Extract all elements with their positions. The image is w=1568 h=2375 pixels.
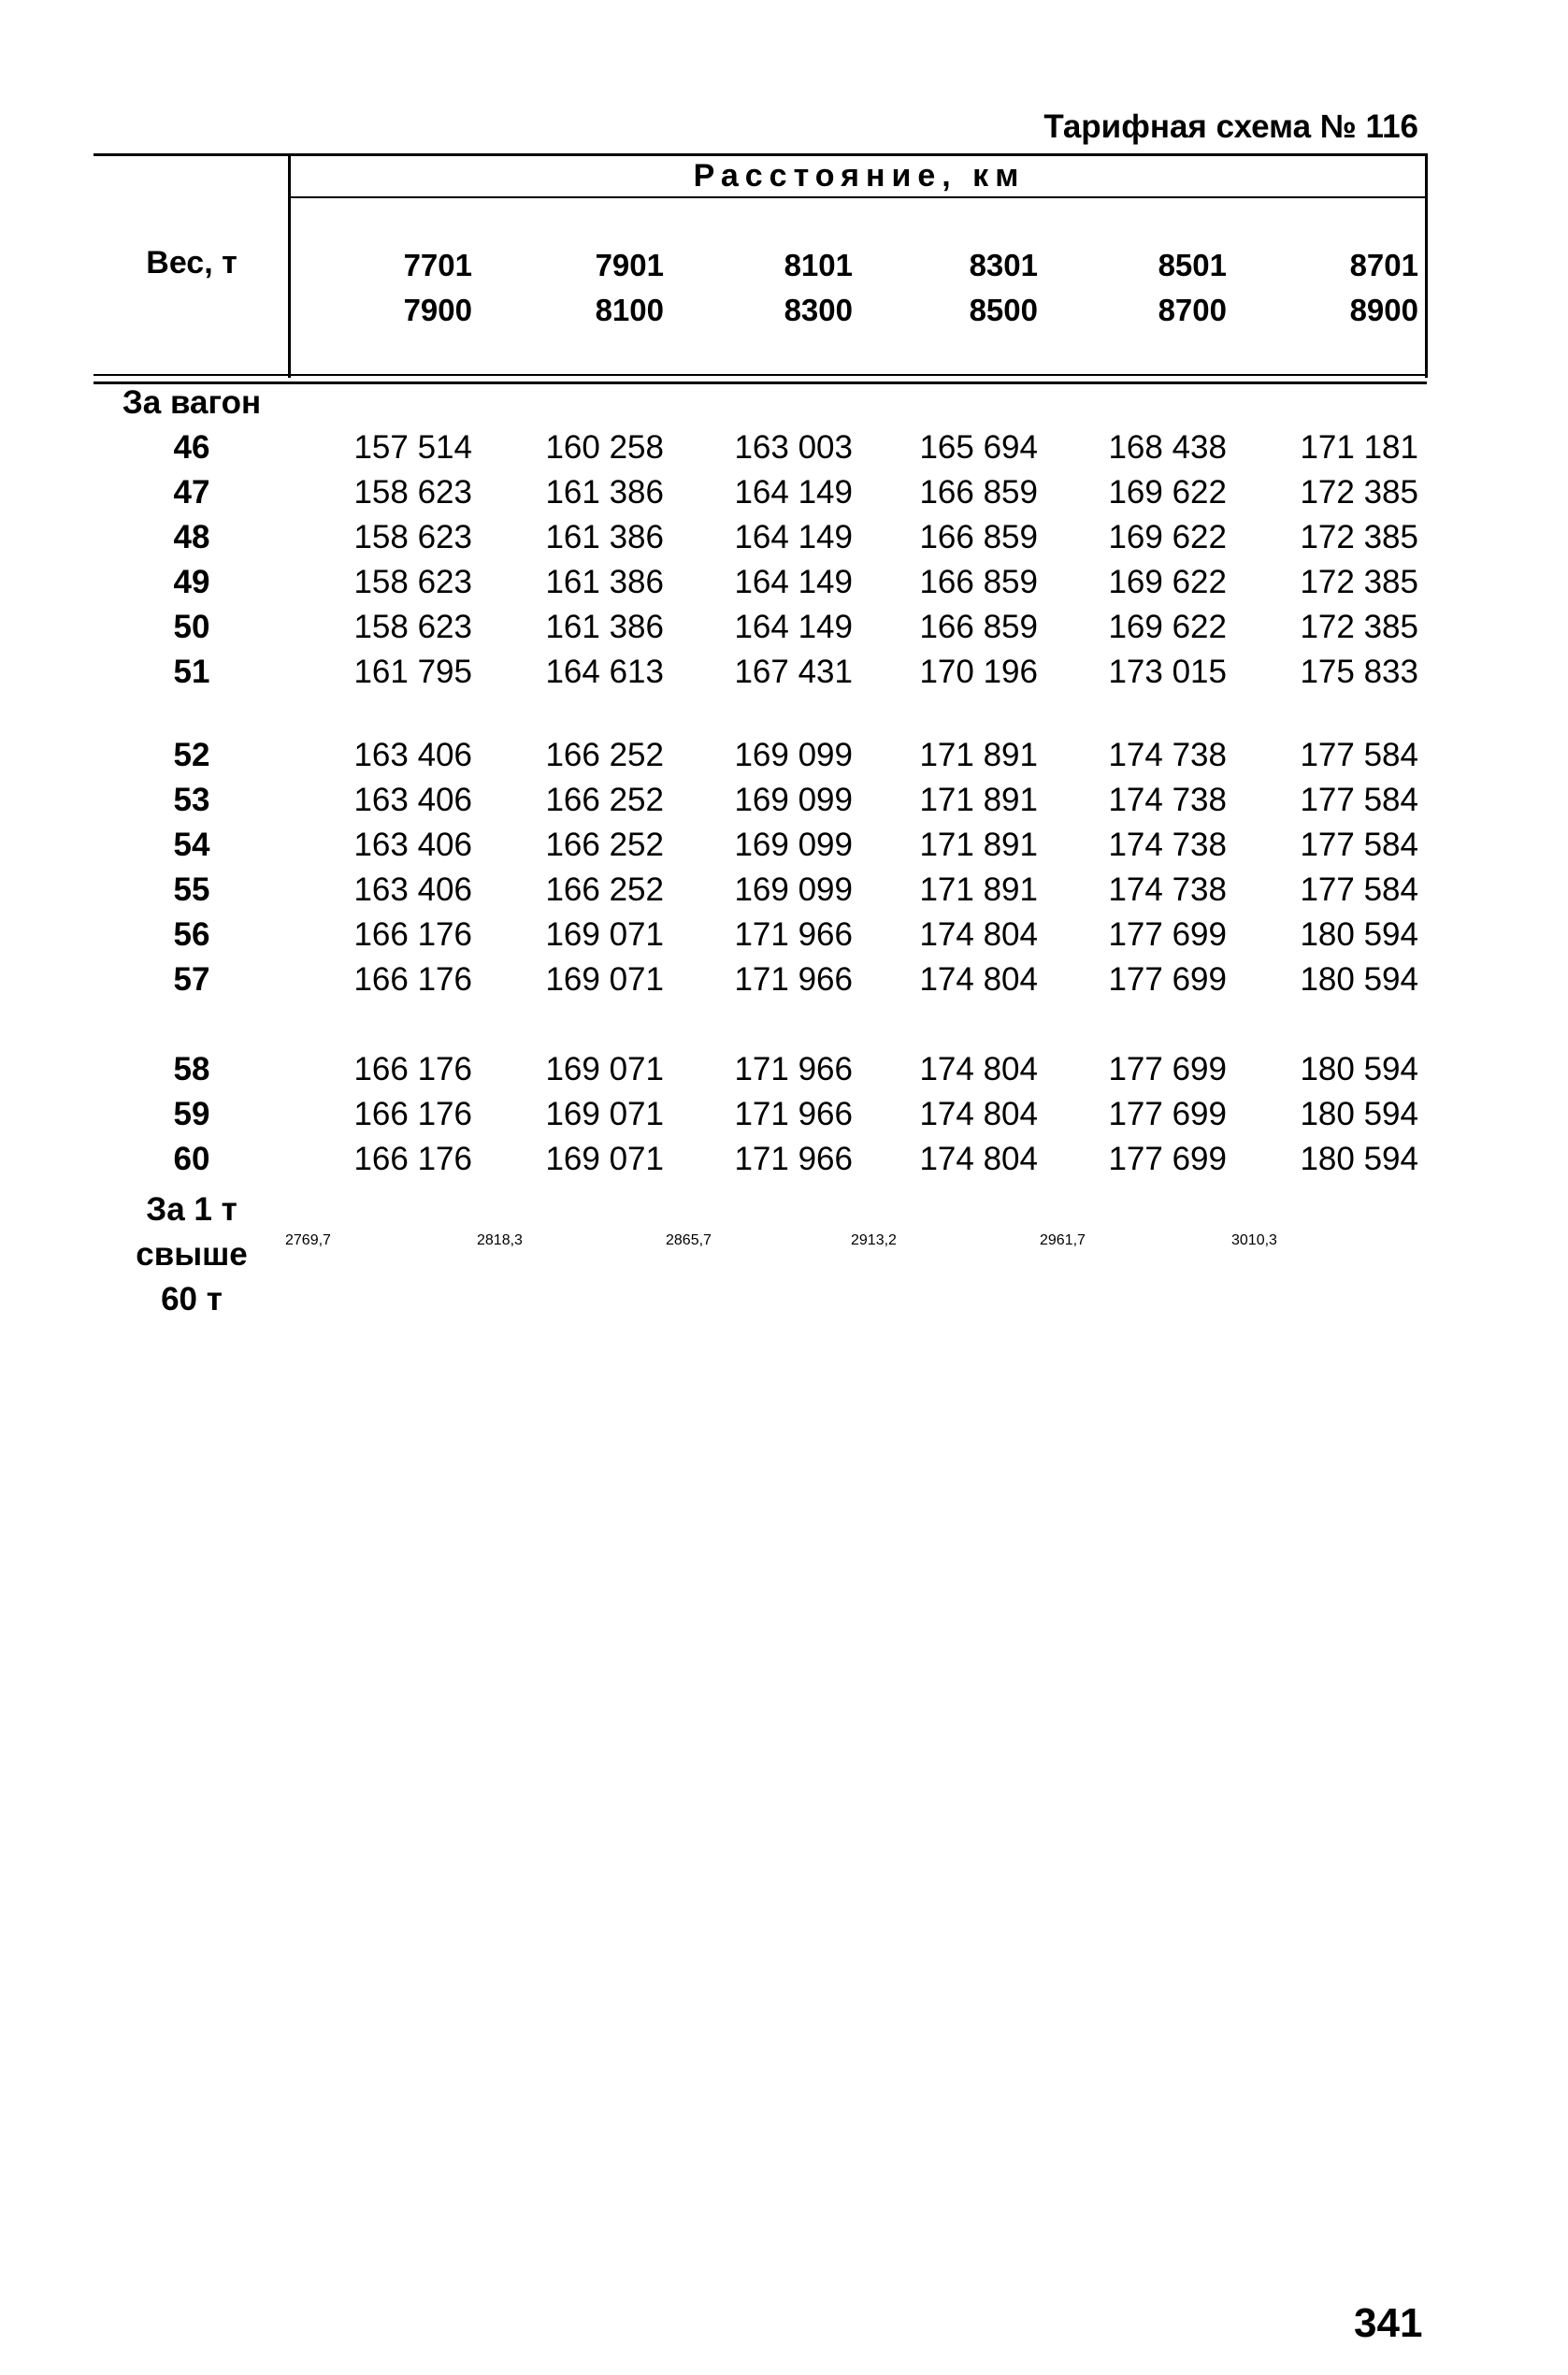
tariff-cell: 174 804 [919, 961, 1038, 998]
tariff-cell: 169 099 [734, 827, 853, 863]
tariff-cell: 174 804 [919, 1051, 1038, 1087]
tariff-cell: 174 804 [919, 1096, 1038, 1132]
per-ton-label-1: За 1 т [146, 1191, 237, 1228]
tariff-cell: 169 622 [1108, 519, 1227, 555]
distance-range-from: 8501 [1158, 248, 1227, 282]
tariff-cell: 158 623 [353, 564, 472, 600]
table-row [0, 425, 1568, 470]
distance-header: Расстояние, км [693, 158, 1026, 194]
tariff-cell: 166 252 [545, 871, 664, 908]
per-ton-cell: 2961,7 [1040, 1232, 1086, 1248]
weight-cell: 56 [173, 916, 210, 953]
weight-cell: 49 [173, 564, 210, 600]
table-row [0, 778, 1568, 823]
tariff-cell: 171 966 [734, 1051, 853, 1087]
table-row [0, 560, 1568, 605]
tariff-cell: 166 252 [545, 827, 664, 863]
tariff-cell: 177 699 [1108, 1051, 1227, 1087]
weight-cell: 51 [173, 654, 210, 690]
tariff-cell: 169 071 [545, 1096, 664, 1132]
tariff-cell: 158 623 [353, 609, 472, 645]
tariff-cell: 170 196 [919, 654, 1038, 690]
tariff-cell: 157 514 [353, 429, 472, 466]
header-bottom-rule-2 [94, 381, 1427, 384]
tariff-cell: 158 623 [353, 519, 472, 555]
tariff-cell: 164 149 [734, 564, 853, 600]
tariff-cell: 161 386 [545, 519, 664, 555]
distance-range-to: 8300 [784, 293, 853, 327]
tariff-cell: 171 966 [734, 1096, 853, 1132]
table-row [0, 470, 1568, 515]
weight-cell: 57 [173, 961, 210, 998]
tariff-cell: 166 859 [919, 564, 1038, 600]
per-ton-cell: 2913,2 [851, 1232, 897, 1248]
table-row [0, 1137, 1568, 1182]
tariff-cell: 166 176 [353, 1141, 472, 1177]
weight-cell: 52 [173, 737, 210, 773]
table-row [0, 913, 1568, 957]
tariff-cell: 171 966 [734, 916, 853, 953]
distance-range-from: 7701 [403, 248, 472, 282]
weight-cell: 54 [173, 827, 210, 863]
tariff-cell: 169 622 [1108, 564, 1227, 600]
tariff-cell: 171 966 [734, 1141, 853, 1177]
tariff-cell: 161 386 [545, 564, 664, 600]
weight-cell: 46 [173, 429, 210, 466]
tariff-cell: 169 622 [1108, 609, 1227, 645]
tariff-cell: 177 584 [1300, 827, 1418, 863]
tariff-cell: 169 071 [545, 1051, 664, 1087]
tariff-cell: 174 804 [919, 1141, 1038, 1177]
tariff-cell: 163 406 [353, 871, 472, 908]
tariff-cell: 169 099 [734, 737, 853, 773]
weight-cell: 48 [173, 519, 210, 555]
tariff-cell: 166 176 [353, 961, 472, 998]
tariff-cell: 174 804 [919, 916, 1038, 953]
per-ton-cell: 2818,3 [477, 1232, 523, 1248]
tariff-cell: 172 385 [1300, 564, 1418, 600]
table-row [0, 650, 1568, 695]
tariff-cell: 174 738 [1108, 782, 1227, 818]
distance-range-to: 7900 [403, 293, 472, 327]
tariff-cell: 166 176 [353, 1096, 472, 1132]
tariff-cell: 166 859 [919, 519, 1038, 555]
tariff-cell: 160 258 [545, 429, 664, 466]
weight-cell: 53 [173, 782, 210, 818]
tariff-cell: 163 406 [353, 827, 472, 863]
distance-range-to: 8900 [1349, 293, 1418, 327]
table-title: Тарифная схема № 116 [1043, 108, 1418, 145]
weight-cell: 50 [173, 609, 210, 645]
tariff-cell: 163 003 [734, 429, 853, 466]
tariff-cell: 161 795 [353, 654, 472, 690]
tariff-cell: 172 385 [1300, 609, 1418, 645]
distance-range-from: 7901 [595, 248, 664, 282]
distance-range-to: 8700 [1158, 293, 1227, 327]
per-ton-cell: 2865,7 [666, 1232, 712, 1248]
tariff-cell: 173 015 [1108, 654, 1227, 690]
section-label: За вагон [122, 384, 262, 421]
tariff-cell: 171 891 [919, 871, 1038, 908]
distance-range-from: 8701 [1349, 248, 1418, 282]
tariff-cell: 165 694 [919, 429, 1038, 466]
tariff-cell: 168 438 [1108, 429, 1227, 466]
tariff-cell: 180 594 [1300, 1141, 1418, 1177]
tariff-cell: 166 859 [919, 474, 1038, 511]
tariff-cell: 169 071 [545, 1141, 664, 1177]
tariff-cell: 163 406 [353, 737, 472, 773]
tariff-cell: 180 594 [1300, 1051, 1418, 1087]
header-bottom-rule-1 [94, 374, 1427, 376]
tariff-cell: 166 252 [545, 737, 664, 773]
tariff-cell: 166 859 [919, 609, 1038, 645]
table-row [0, 1047, 1568, 1092]
tariff-cell: 171 891 [919, 782, 1038, 818]
tariff-cell: 172 385 [1300, 474, 1418, 511]
tariff-cell: 172 385 [1300, 519, 1418, 555]
weight-cell: 47 [173, 474, 210, 511]
tariff-cell: 177 584 [1300, 782, 1418, 818]
tariff-cell: 169 071 [545, 916, 664, 953]
table-row [0, 823, 1568, 868]
tariff-cell: 177 699 [1108, 916, 1227, 953]
distance-range-from: 8101 [784, 248, 853, 282]
table-row [0, 1092, 1568, 1137]
weight-cell: 55 [173, 871, 210, 908]
tariff-cell: 164 149 [734, 519, 853, 555]
tariff-cell: 177 699 [1108, 1096, 1227, 1132]
tariff-cell: 171 966 [734, 961, 853, 998]
tariff-cell: 166 176 [353, 1051, 472, 1087]
table-row [0, 515, 1568, 560]
weight-cell: 59 [173, 1096, 210, 1132]
tariff-cell: 174 738 [1108, 827, 1227, 863]
tariff-cell: 171 891 [919, 737, 1038, 773]
table-row [0, 957, 1568, 1002]
tariff-cell: 166 252 [545, 782, 664, 818]
tariff-cell: 177 584 [1300, 871, 1418, 908]
per-ton-cell: 2769,7 [285, 1232, 331, 1248]
tariff-cell: 174 738 [1108, 871, 1227, 908]
weight-cell: 58 [173, 1051, 210, 1087]
tariff-cell: 164 149 [734, 609, 853, 645]
tariff-cell: 166 176 [353, 916, 472, 953]
tariff-cell: 169 099 [734, 782, 853, 818]
tariff-cell: 177 584 [1300, 737, 1418, 773]
table-row [0, 733, 1568, 778]
tariff-cell: 163 406 [353, 782, 472, 818]
distance-range-from: 8301 [969, 248, 1038, 282]
tariff-cell: 171 181 [1300, 429, 1418, 466]
tariff-cell: 180 594 [1300, 916, 1418, 953]
tariff-cell: 169 099 [734, 871, 853, 908]
tariff-cell: 180 594 [1300, 1096, 1418, 1132]
distance-range-to: 8500 [969, 293, 1038, 327]
tariff-cell: 164 613 [545, 654, 664, 690]
per-ton-cell: 3010,3 [1231, 1232, 1277, 1248]
tariff-cell: 180 594 [1300, 961, 1418, 998]
table-row [0, 605, 1568, 650]
table-row [0, 868, 1568, 913]
tariff-cell: 174 738 [1108, 737, 1227, 773]
tariff-cell: 169 071 [545, 961, 664, 998]
tariff-cell: 161 386 [545, 474, 664, 511]
tariff-cell: 164 149 [734, 474, 853, 511]
tariff-cell: 158 623 [353, 474, 472, 511]
weight-cell: 60 [173, 1141, 210, 1177]
page-number: 341 [1354, 2300, 1423, 2346]
tariff-cell: 177 699 [1108, 961, 1227, 998]
tariff-cell: 175 833 [1300, 654, 1418, 690]
tariff-cell: 177 699 [1108, 1141, 1227, 1177]
per-ton-label-2: свыше [136, 1236, 248, 1273]
distance-range-to: 8100 [595, 293, 664, 327]
distance-box-bottom [290, 196, 1427, 198]
per-ton-label-3: 60 т [161, 1281, 223, 1317]
tariff-cell: 169 622 [1108, 474, 1227, 511]
weight-header: Вес, т [146, 245, 237, 281]
tariff-cell: 171 891 [919, 827, 1038, 863]
tariff-cell: 161 386 [545, 609, 664, 645]
tariff-cell: 167 431 [734, 654, 853, 690]
